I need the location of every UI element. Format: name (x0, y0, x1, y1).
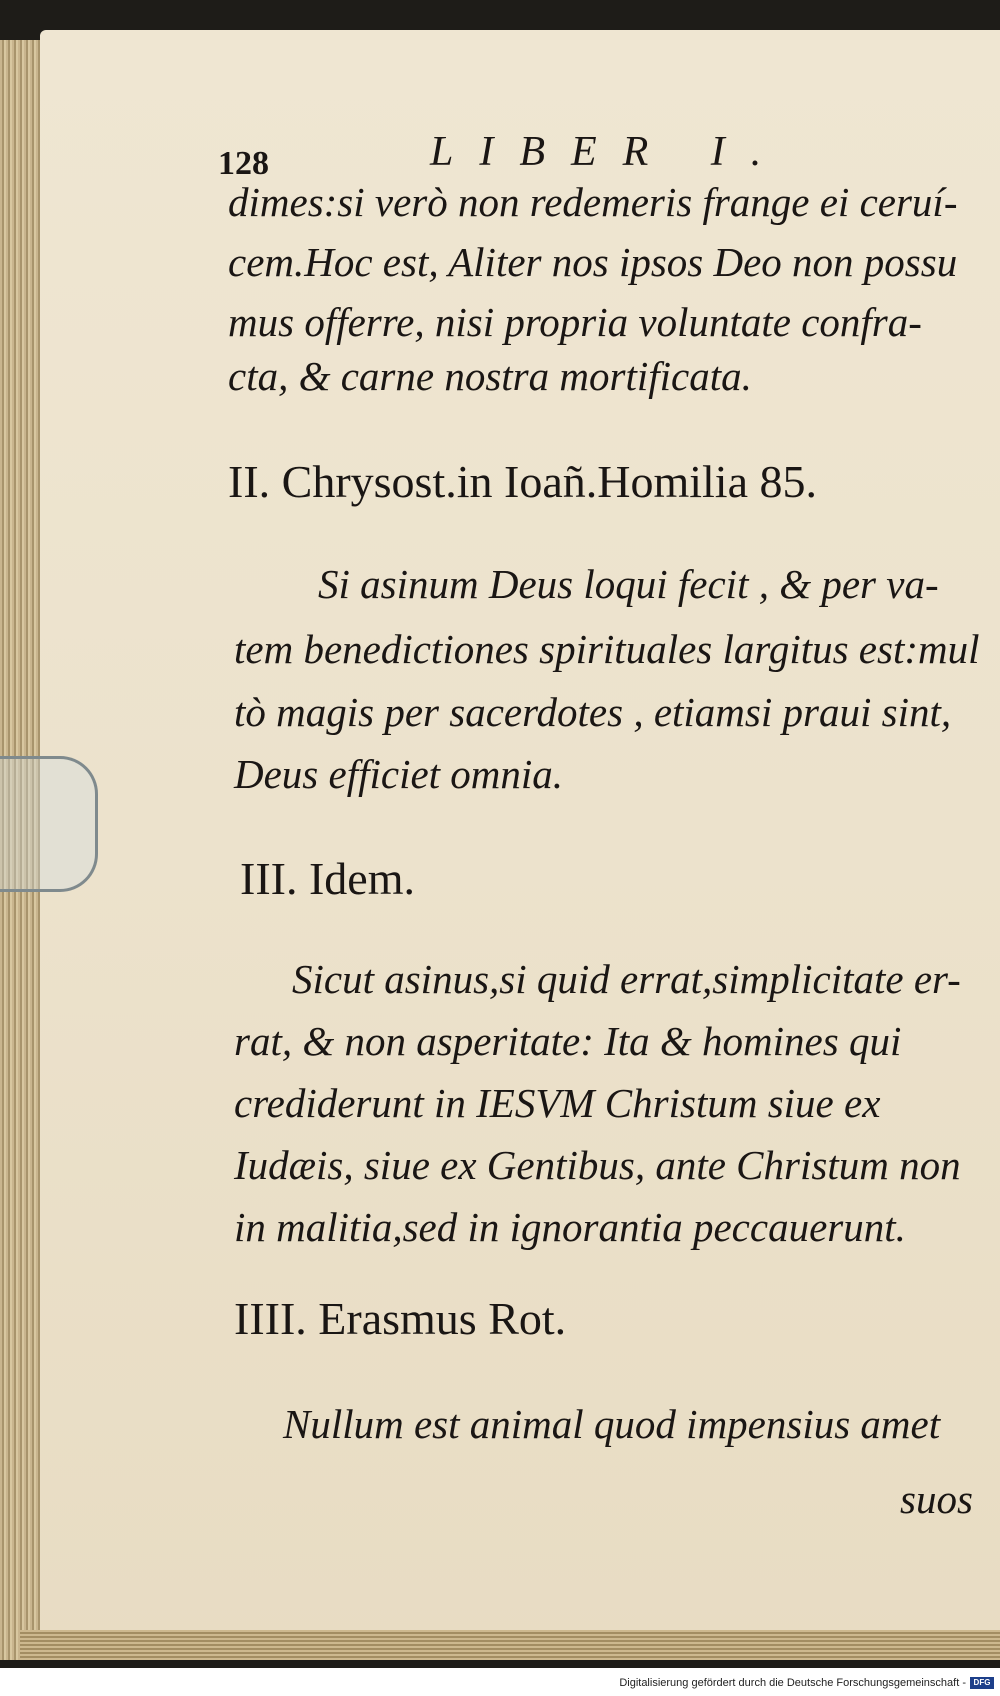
catchword: suos (900, 1476, 973, 1522)
page-clip (0, 756, 98, 892)
section-heading: III. Idem. (240, 853, 415, 904)
quote-line: rat, & non asperitate: Ita & homines qui (234, 1018, 902, 1064)
book-bottom-edge (20, 1630, 1000, 1660)
quote-line: tò magis per sacerdotes , etiamsi praui sint, (234, 689, 952, 735)
text-line: cem.Hoc est, Aliter nos ipsos Deo non possu (228, 239, 958, 285)
quote-line: tem benedictiones spirituales largitus est:mul (234, 626, 980, 672)
text-line: dimes:si verò non redemeris frange ei ceruí- (228, 179, 958, 225)
quote-line: Nullum est animal quod impensius amet (283, 1401, 941, 1447)
dfg-logo: DFG (970, 1677, 994, 1689)
footer-credit: Digitalisierung gefördert durch die Deutsche Forschungsgemeinschaft - (619, 1677, 966, 1689)
section-heading: IIII. Erasmus Rot. (234, 1293, 567, 1344)
quote-line: crediderunt in IESVM Christum siue ex (234, 1080, 881, 1126)
footer-bar (0, 1668, 1000, 1696)
running-title: LIBER I. (430, 129, 788, 175)
quote-line: Deus efficiet omnia. (234, 751, 564, 797)
quote-line: Sicut asinus,si quid errat,simplicitate er- (292, 956, 961, 1002)
text-line: cta, & carne nostra mortificata. (228, 353, 752, 399)
quote-line: Si asinum Deus loqui fecit , & per va- (318, 561, 939, 607)
text-line: mus offerre, nisi propria voluntate confra- (228, 299, 922, 345)
section-heading: II. Chrysost.in Ioañ.Homilia 85. (228, 456, 817, 507)
page-number: 128 (218, 145, 269, 182)
quote-line: Iudæis, siue ex Gentibus, ante Christum non (234, 1142, 961, 1188)
quote-line: in malitia,sed in ignorantia peccauerunt. (234, 1204, 906, 1250)
